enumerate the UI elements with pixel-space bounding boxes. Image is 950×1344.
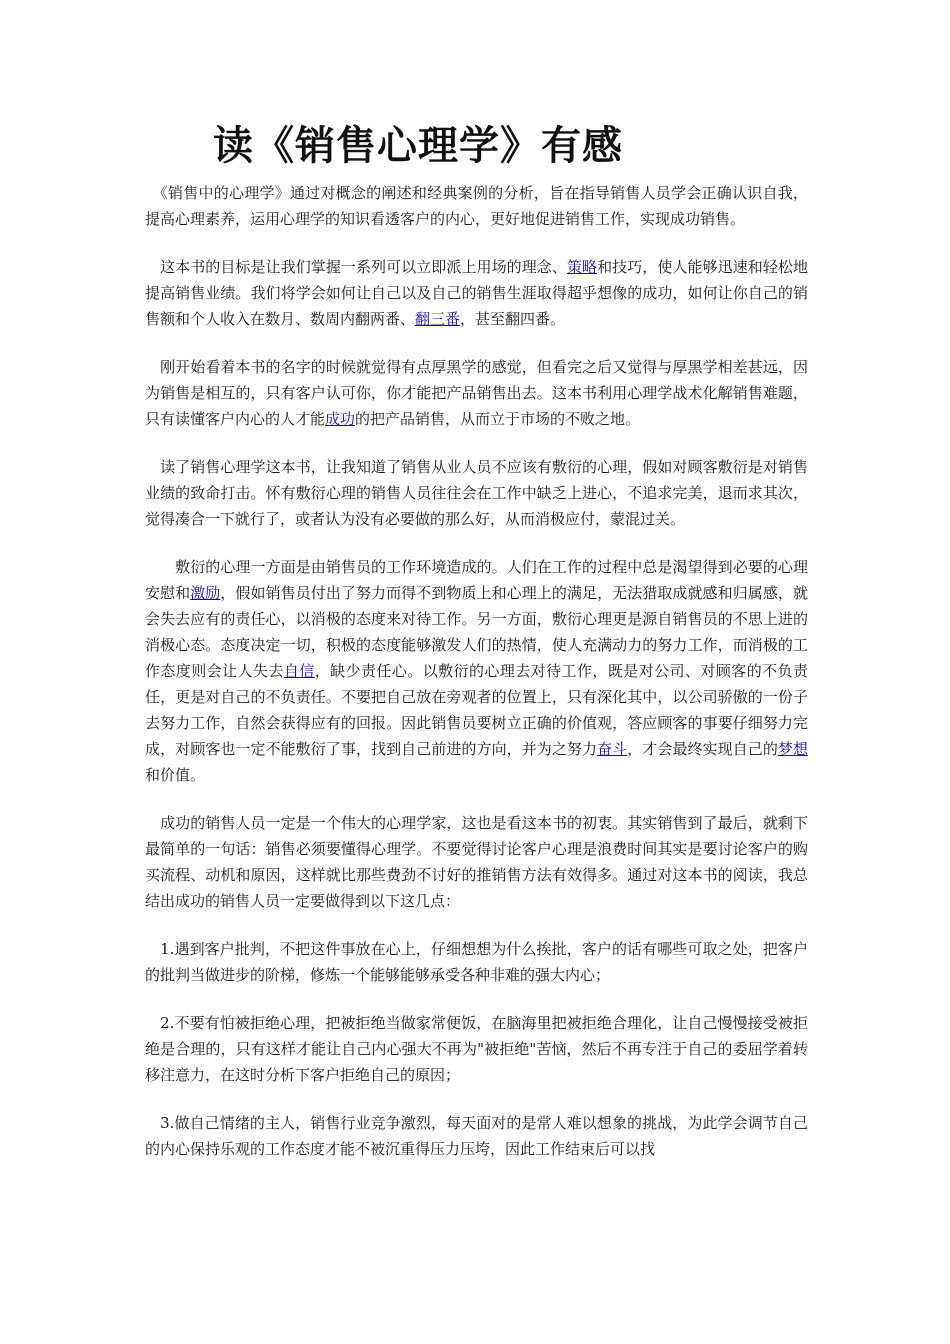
document-page [145, 118, 808, 1184]
paragraph-7 [145, 936, 808, 988]
paragraph-indent [145, 814, 160, 832]
paragraph-text: 读了销售心理学这本书，让我知道了销售从业人员不应该有敷衍的心理，假如对顾客敷衍是对销售业绩的致命打击。怀有敷衍心理的销售人员往往会在工作中缺乏上进心，不追求完美，退而求其次，觉得凑合一下就行了，或者认为没有必要做的那么好，从而消极应付，蒙混过关。 [145, 458, 808, 528]
paragraph-3 [145, 354, 808, 432]
document-title: 读《销售心理学》有感 [213, 122, 623, 169]
paragraph-indent [145, 1114, 160, 1132]
paragraph-indent [145, 1014, 160, 1032]
inline-link[interactable]: 翻三番 [415, 310, 461, 328]
paragraph-text: 和技巧，使人能够迅速和轻松地提高销售业绩。我们将学会如何让自己以及自己的销售生涯取得超乎想像的成功，如何让你自己的销售额和个人收入在数月、数周内翻两番、 [145, 258, 808, 328]
inline-link[interactable]: 策略 [566, 258, 598, 276]
paragraph-indent [145, 940, 160, 958]
paragraph-text: ，缺少责任心。以敷衍的心理去对待工作，既是对公司、对顾客的不负责任，更是对自己的不负责任。不要把自己放在旁观者的位置上，只有深化其中，以公司骄傲的一份子去努力工作，自然会获得应有的回报。因此销售员要树立正确的价值观，答应顾客的事要仔细努力完成，对顾客也一定不能敷衍了事，找到自己前进的方向，并为之努力 [145, 662, 808, 758]
paragraph-indent [145, 258, 160, 276]
paragraph-text: 1.遇到客户批判，不把这件事放在心上，仔细想想为什么挨批，客户的话有哪些可取之处，把客户的批判当做进步的阶梯，修炼一个能够能够承受各种非难的强大内心； [145, 940, 808, 984]
paragraph-indent [145, 458, 160, 476]
paragraph-text: ，假如销售员付出了努力而得不到物质上和心理上的满足，无法猎取成就感和归属感，就会失去应有的责任心，以消极的态度来对待工作。另一方面，敷衍心理更是源自销售员的不思上进的消极心态。态度决定一切，积极的态度能够激发人们的热情，使人充满动力的努力工作，而消极的工作态度则会让人失去 [145, 584, 808, 680]
paragraph-text: 《销售中的心理学》通过对概念的阐述和经典案例的分析，旨在指导销售人员学会正确认识自我，提高心理素养，运用心理学的知识看透客户的内心，更好地促进销售工作，实现成功销售。 [145, 184, 808, 228]
paragraph-5 [145, 554, 808, 788]
paragraph-4 [145, 454, 808, 532]
paragraph-6 [145, 810, 808, 914]
paragraph-indent [145, 358, 160, 376]
inline-link[interactable]: 梦想 [777, 740, 808, 758]
inline-link[interactable]: 自信 [283, 662, 315, 680]
paragraph-text: 这本书的目标是让我们掌握一系列可以立即派上用场的理念、 [160, 258, 567, 276]
document-body [145, 180, 808, 1162]
paragraph-text: ，才会最终实现自己的 [627, 740, 778, 758]
paragraph-text: 刚开始看着本书的名字的时候就觉得有点厚黑学的感觉，但看完之后又觉得与厚黑学相差甚远，因为销售是相互的，只有客户认可你，你才能把产品销售出去。这本书利用心理学战术化解销售难题，只有读懂客户内心的人才能 [145, 358, 808, 428]
paragraph-1 [145, 180, 808, 232]
paragraph-text: 成功的销售人员一定是一个伟大的心理学家，这也是看这本书的初衷。其实销售到了最后，就剩下最简单的一句话：销售必须要懂得心理学。不要觉得讨论客户心理是浪费时间其实是要讨论客户的购买流程、动机和原因，这样就比那些费劲不讨好的推销售方法有效得多。通过对这本书的阅读，我总结出成功的销售人员一定要做得到以下这几点： [145, 814, 808, 910]
inline-link[interactable]: 奋斗 [597, 740, 628, 758]
paragraph-text: 3.做自己情绪的主人，销售行业竞争激烈，每天面对的是常人难以想象的挑战，为此学会调节自己的内心保持乐观的工作态度才能不被沉重得压力压垮，因此工作结束后可以找 [145, 1114, 808, 1158]
paragraph-text: 2.不要有怕被拒绝心理，把被拒绝当做家常便饭，在脑海里把被拒绝合理化，让自己慢慢接受被拒绝是合理的，只有这样才能让自己内心强大不再为"被拒绝"苦恼，然后不再专注于自己的委屈学着转移注意力，在这时分析下客户拒绝自己的原因； [145, 1014, 808, 1084]
paragraph-9 [145, 1110, 808, 1162]
paragraph-2 [145, 254, 808, 332]
paragraph-indent [145, 184, 160, 202]
paragraph-8 [145, 1010, 808, 1088]
paragraph-text: ，甚至翻四番。 [460, 310, 566, 328]
paragraph-text: 的把产品销售，从而立于市场的不败之地。 [355, 410, 641, 428]
inline-link[interactable]: 成功 [325, 410, 356, 428]
inline-link[interactable]: 激励 [190, 584, 221, 602]
paragraph-text: 敷衍的心理一方面是由销售员的工作环境造成的。人们在工作的过程中总是渴望得到必要的心理安慰和 [145, 558, 808, 602]
paragraph-text: 和价值。 [145, 766, 206, 784]
paragraph-indent [145, 558, 175, 576]
